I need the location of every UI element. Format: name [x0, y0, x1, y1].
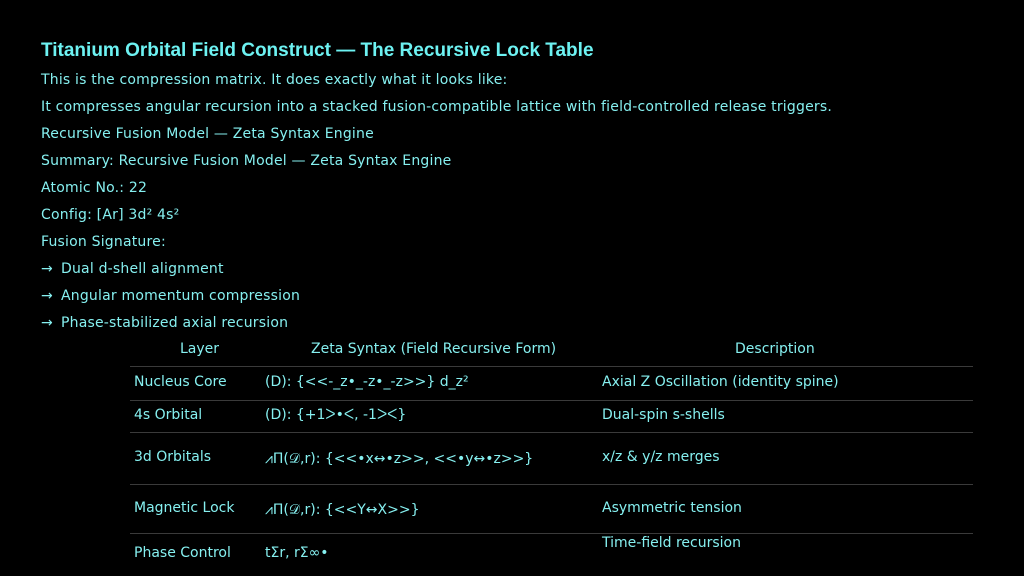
description-cell: Asymmetric tension [602, 500, 742, 516]
description-cell: Axial Z Oscillation (identity spine) [602, 374, 839, 390]
column-header-layer: Layer [180, 341, 220, 357]
arrow-right-icon: → [41, 315, 53, 331]
summary-line: Summary: Recursive Fusion Model — Zeta Syntax Engine [41, 153, 452, 169]
intro-line-1: This is the compression matrix. It does exactly what it looks like: [41, 72, 508, 88]
syntax-cell: tΣr, rΣ∞• [265, 545, 329, 561]
layer-cell: Phase Control [134, 545, 231, 561]
table-row [130, 366, 973, 400]
model-name-line: Recursive Fusion Model — Zeta Syntax Engine [41, 126, 374, 142]
recursive-lock-table [130, 333, 973, 574]
arrow-right-icon: → [41, 288, 53, 304]
layer-cell: 4s Orbital [134, 407, 203, 423]
layer-cell: Magnetic Lock [134, 500, 235, 516]
table-header [130, 333, 973, 366]
layer-cell: 3d Orbitals [134, 449, 212, 465]
column-header-description: Description [735, 341, 815, 357]
intro-line-2: It compresses angular recursion into a stacked fusion-compatible lattice with field-controlled release triggers. [41, 99, 832, 115]
syntax-cell: (D): {<<-_z•_-z•_-z>>} d_z² [265, 374, 469, 390]
signature-item-label: Angular momentum compression [61, 288, 301, 304]
table-row [130, 400, 973, 432]
syntax-cell: ⩘Π(𝒟,r): {<<•x↔•z>>, <<•y↔•z>>} [265, 451, 534, 467]
signature-item [41, 315, 288, 331]
column-header-syntax: Zeta Syntax (Field Recursive Form) [311, 341, 557, 357]
table-row [130, 533, 973, 574]
signature-item [41, 288, 300, 304]
description-cell: Dual-spin s-shells [602, 407, 725, 423]
syntax-cell: ⩘Π(𝒟,r): {<<Y↔X>>} [265, 502, 420, 518]
signature-item [41, 261, 224, 277]
table-row [130, 432, 973, 484]
document-title: Titanium Orbital Field Construct — The Recursive Lock Table [41, 40, 594, 61]
fusion-signature-heading: Fusion Signature: [41, 234, 166, 250]
description-cell: Time-field recursion [602, 535, 741, 551]
arrow-right-icon: → [41, 261, 53, 277]
signature-item-label: Phase-stabilized axial recursion [61, 315, 289, 331]
signature-item-label: Dual d-shell alignment [61, 261, 224, 277]
description-cell: x/z & y/z merges [602, 449, 720, 465]
syntax-cell: (D): {+1ᐳ•ᐸ, -1ᐳᐸ} [265, 407, 407, 423]
layer-cell: Nucleus Core [134, 374, 227, 390]
config-line: Config: [Ar] 3d² 4s² [41, 207, 180, 223]
atomic-number-line: Atomic No.: 22 [41, 180, 148, 196]
table-row [130, 484, 973, 533]
